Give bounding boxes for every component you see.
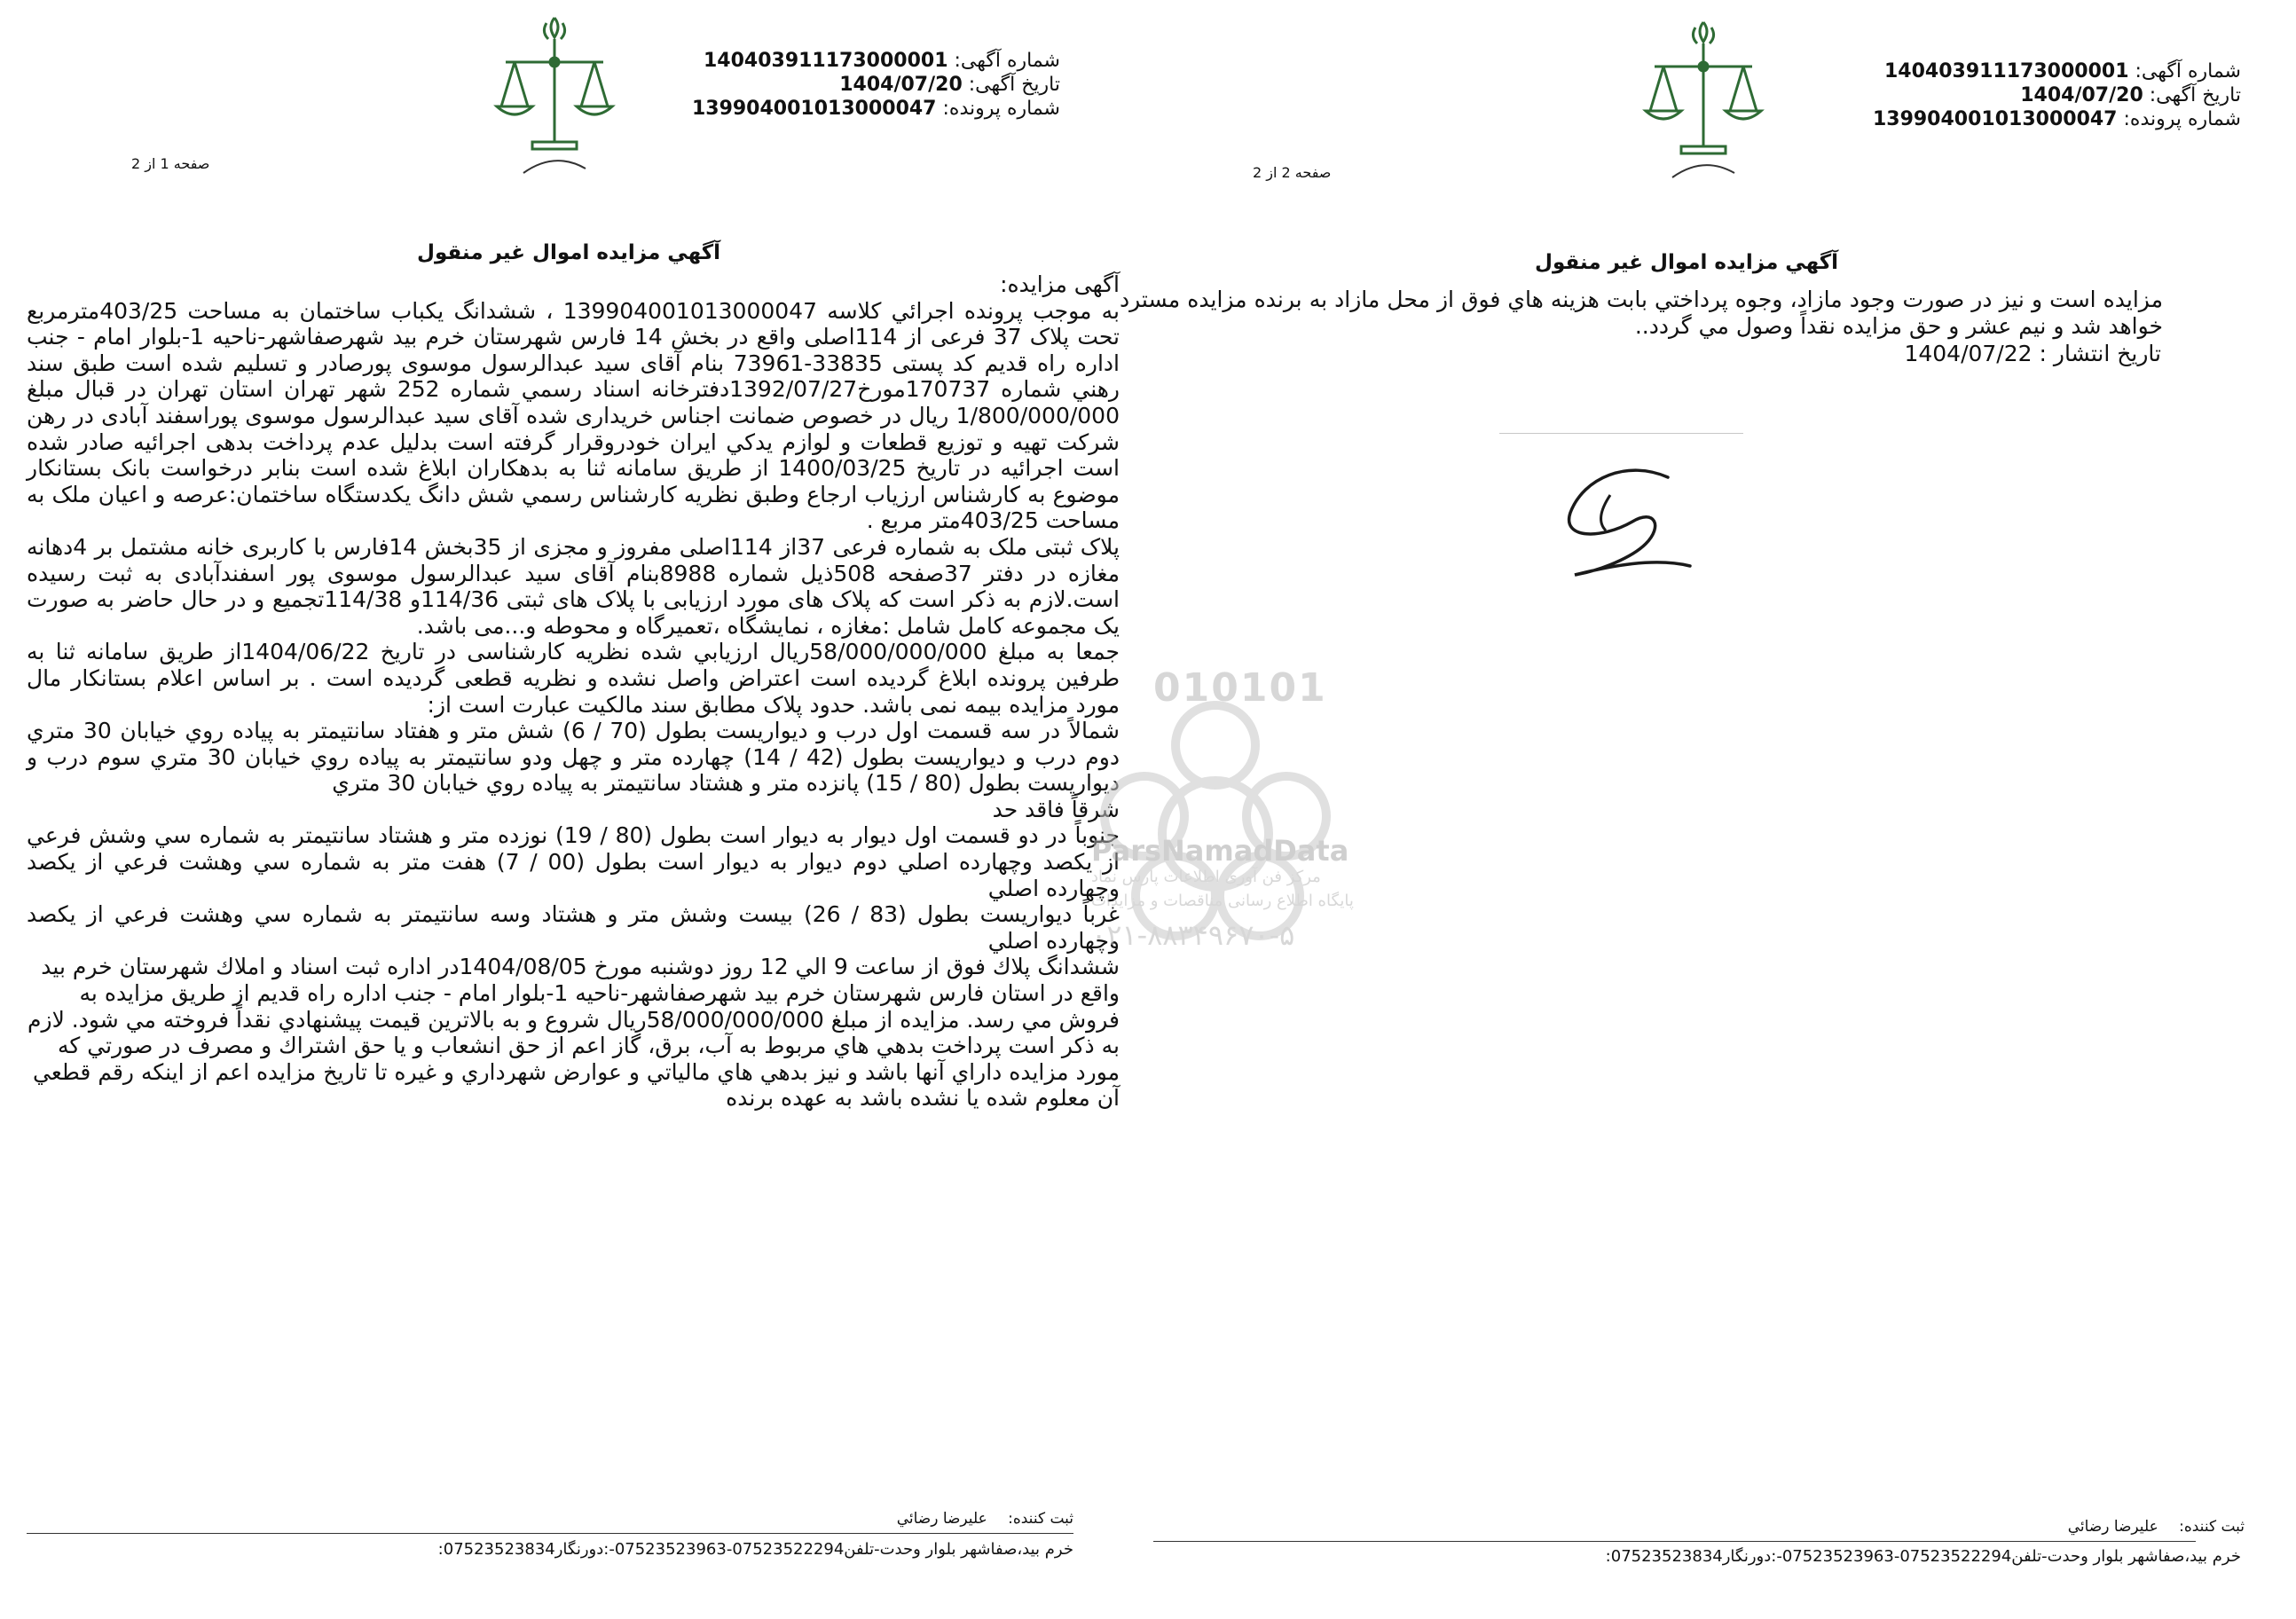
ad-date: 1404/07/20 — [839, 74, 963, 96]
page-1 — [0, 0, 1136, 1619]
page-indicator: صفحه 2 از 2 — [1253, 164, 1332, 181]
registrar — [2068, 1518, 2245, 1536]
ad-meta-block — [1873, 59, 2241, 131]
case-number-label: شماره پرونده: — [942, 98, 1060, 120]
paragraph-west-boundary: غرباً ديواريست بطول (83 / 26) بيست وشش متر و هشتاد وسه سانتيمتر به شماره سي وهشت فرعي از يكصد وچهارده اصلي — [27, 901, 1120, 954]
paragraph-east-boundary: شرقاً فاقد حد — [992, 796, 1120, 822]
case-number: 139904001013000047 — [1872, 108, 2118, 130]
registrar-label: ثبت كننده: — [1008, 1510, 1073, 1528]
paragraph-property-registration: پلاک ثبتی ملک به شماره فرعی 37از 114اصلی مفروز و مجزی از 35بخش 14فارس با كاربری خانه مشتمل بر 4دهانه مغازه در دفتر 37صفحه 508ذیل شماره 8988بنام آقای سید عبدالرسول موسوی پور اسفندآبادی به ثبت رسیده است.لازم به ذكر است که پلاک های مورد ارزيابی با پلاک های ثبتی 114/36و 114/38تجمیع و در حال حاضر به صورت یک مجموعه کامل شامل :مغازه ، نمايشگاه ،تعمیرگاه و محوطه و...می باشد. — [27, 533, 1120, 639]
case-number-label: شماره پرونده: — [2123, 108, 2241, 130]
signature-line — [1499, 433, 1743, 434]
registrar-name: علیرضا رضائي — [896, 1510, 987, 1528]
paragraph-valuation: جمعا به مبلغ 58/000/000/000ریال ارزيابي شده نظريه كارشناسی در تاریخ 1404/06/22از طریق سامانه ثنا به طرفین پرونده ابلاغ گرديده است اعتراض واصل نشده و نظريه قطعی گرديده است . بر اساس اعلام بستانكار مال مورد مزايده بيمه نمی باشد. حدود پلاک مطابق سند مالکیت عبارت است از: — [27, 639, 1120, 718]
publish-date-label: تاريخ انتشار : — [2039, 341, 2161, 366]
watermark-line2: پایگاه اطلاع رسانی مناقصات و مزایدات — [1091, 892, 1354, 910]
paragraph-heading: آگهی مزایده: — [1000, 271, 1120, 297]
ad-number: 140403911173000001 — [1883, 60, 2129, 83]
ad-number: 140403911173000001 — [703, 50, 948, 72]
footer-divider — [1153, 1541, 2196, 1542]
ad-number-label: شماره آگهی: — [954, 50, 1060, 72]
watermark-phone: ۰۲۱-۸۸۳۴۹۶۷۰-۵ — [1091, 918, 1295, 952]
ad-meta-block — [692, 49, 1060, 121]
ad-date-label: تاریخ آگهی: — [2149, 84, 2241, 106]
document-title: آگهي مزايده اموال غير منقول — [1535, 251, 1839, 274]
office-address: خرم بید،صفاشهر بلوار وحدت-تلفن07523522294-07523523963-:دورنگار07523523834: — [437, 1540, 1073, 1559]
ad-number-label: شماره آگهی: — [2135, 60, 2241, 83]
document-title: آگهي مزايده اموال غير منقول — [417, 241, 721, 264]
judiciary-emblem-icon — [479, 9, 630, 186]
watermark-line1: مرکز فن آوری اطلاعات پارس نماد — [1091, 868, 1321, 886]
registrar — [897, 1510, 1073, 1528]
registrar-name: علیرضا رضائي — [2067, 1518, 2158, 1536]
paragraph-south-boundary: جنوباً در دو قسمت اول ديوار به ديوار است بطول (80 / 19) نوزده متر و هشتاد سانتيمتر به شماره سي وشش فرعي از يكصد وچهارده اصلي دوم ديوار به ديوار است بطول (00 / 7) هفت متر به شماره سي وهشت فرعي از يكصد وچهارده اصلي — [27, 822, 1120, 901]
paragraph-continuation: مزايده است و نيز در صورت وجود مازاد، وجوه پرداختي بابت هزينه هاي فوق از محل مازاد به برنده مزايده مسترد خواهد شد و نيم عشر و حق مزايده نقداً وصول مي گردد.. — [1120, 287, 2163, 339]
watermark-brand: ParsNamadData — [1091, 834, 1349, 868]
page-indicator: صفحه 1 از 2 — [131, 155, 210, 172]
signature-icon — [1548, 442, 1699, 584]
ad-date-label: تاریخ آگهی: — [968, 74, 1060, 96]
watermark-binary: 010101 — [1153, 665, 1327, 711]
auction-body-text — [1120, 287, 2163, 339]
footer-divider — [27, 1533, 1073, 1534]
paragraph-north-boundary: شمالاً در سه قسمت اول درب و دیواریست بطول (70 / 6) شش متر و هفتاد سانتيمتر به پياده روي خيابان 30 متري دوم درب و ديواريست بطول (42 / 14) چهارده متر و چهل ودو سانتيمتر به پياده روي خيابان 30 متري سوم درب و ديواريست بطول (80 / 15) پانزده متر و هشتاد سانتيمتر به پياده روي خيابان 30 متري — [27, 718, 1120, 797]
auction-body-text — [27, 271, 1120, 1112]
paragraph-auction-terms: ششدانگ پلاك فوق از ساعت 9 الي 12 روز دوشنبه مورخ 1404/08/05در اداره ثبت اسناد و املاك شهرستان خرم بيد واقع در استان فارس شهرستان خرم بيد شهرصفاشهر-ناحیه 1-بلوار امام - جنب اداره راه قدیم از طريق مزايده به فروش مي رسد. مزايده از مبلغ 58/000/000/000ريال شروع و به بالاترين قيمت پيشنهادي نقداً فروخته مي شود. لازم به ذكر است پرداخت بدهي هاي مربوط به آب، برق، گاز اعم از حق انشعاب و يا حق اشتراك و مصرف در صورتي كه مورد مزايده داراي آنها باشد و نيز بدهي هاي مالياتي و عوارض شهرداري و غيره تا تاريخ مزايده اعم از اينكه رقم قطعي آن معلوم شده يا نشده باشد به عهده برنده — [28, 954, 1120, 1112]
ad-date: 1404/07/20 — [2020, 84, 2143, 106]
judiciary-emblem-icon — [1628, 13, 1779, 191]
publish-date-row — [1904, 341, 2161, 366]
registrar-label: ثبت كننده: — [2179, 1518, 2245, 1536]
publish-date: 1404/07/22 — [1904, 341, 2033, 366]
paragraph-case-description: به موجب پرونده اجرائي كلاسه 139904001013000047 ، ششدانگ يكباب ساختمان به مساحت 403/25مترمربع تحت پلاک 37 فرعی از 114اصلی واقع در بخش 14 فارس شهرستان خرم بید شهرصفاشهر-ناحیه 1-بلوار امام - جنب اداره راه قدیم کد پستی 33835-73961 بنام آقای سید عبدالرسول موسوی پورصادر و تسلیم شده است طبق سند رهني شماره 170737مورخ1392/07/27دفترخانه اسناد رسمي شماره 252 شهر تهران استان تهران در قبال مبلغ 1/800/000/000 ريال در خصوص ضمانت اجناس خریداری شده آقای سید عبدالرسول موسوی پوراسفند آبادی در رهن شرکت تهيه و توزیع قطعات و لوازم يدكي ايران خودروقرار گرفته است بدلیل عدم پرداخت بدهی اجرائيه صادر شده است اجرائیه در تاریخ 1400/03/25 از طریق سامانه ثنا به بدهکاران ابلاغ شده است بنابر درخواست بانک بستانكار موضوع به كارشناس ارزياب ارجاع وطبق نظريه كارشناس رسمي شش دانگ يكدستگاه ساختمان:عرصه و اعیان ملک به مساحت 403/25متر مربع . — [27, 297, 1120, 534]
case-number: 139904001013000047 — [691, 98, 937, 120]
watermark — [1091, 648, 1366, 967]
office-address: خرم بید،صفاشهر بلوار وحدت-تلفن07523522294-07523523963-:دورنگار07523523834: — [1605, 1547, 2241, 1566]
